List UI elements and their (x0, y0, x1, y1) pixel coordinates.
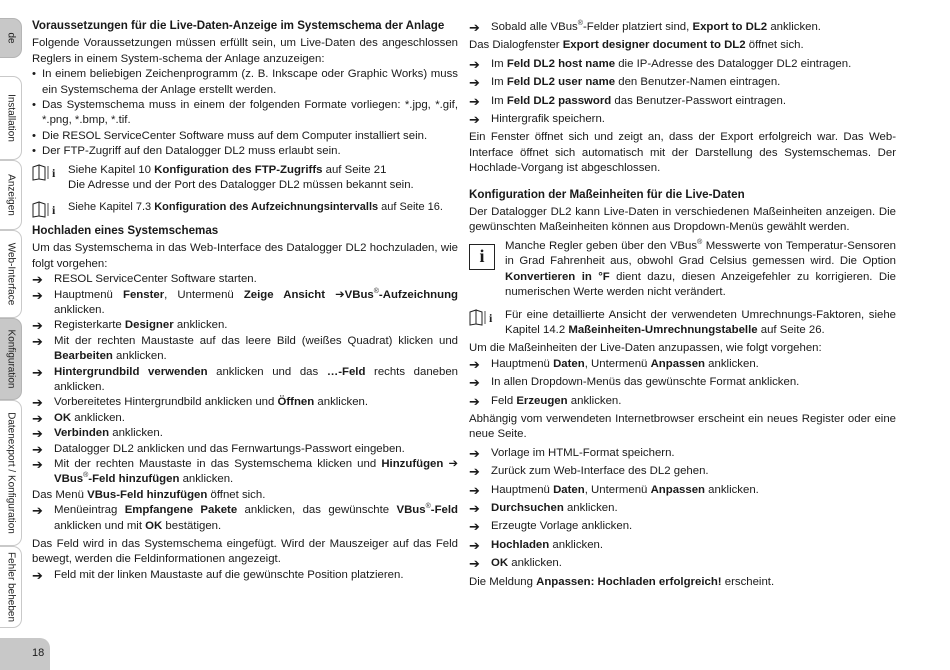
bullet-item: • In einem beliebigen Zeichenprogramm (z. B. Inkscape oder Graphic Works) muss ein Systemschema der Anlage erstellt werden. (32, 67, 458, 98)
svg-text:i: i (489, 310, 493, 325)
chapter-tabs (0, 18, 22, 628)
step-item: ➔ Verbinden anklicken. (32, 426, 163, 442)
paragraph: Das Feld wird in das Systemschema eingefügt. Wird der Mauszeiger auf das Feld bewegt, werden die Feldinformationen angezeigt. (32, 538, 458, 566)
arrow-icon: ➔ (32, 503, 43, 519)
left-column (32, 18, 458, 583)
note-interval: i Siehe Kapitel 7.3 Konfiguration des Aufzeichnungsintervalls auf Seite 16. (32, 200, 458, 215)
arrow-icon: ➔ (32, 395, 43, 411)
step-item: ➔ Registerkarte Designer anklicken. (32, 318, 228, 334)
bullet-item: • Der FTP-Zugriff auf den Datalogger DL2 muss erlaubt sein. (32, 144, 458, 159)
arrow-icon: ➔ (32, 272, 43, 288)
step-item: ➔ Im Feld DL2 user name den Benutzer-Namen eintragen. (469, 75, 781, 91)
step-item: ➔ Im Feld DL2 host name die IP-Adresse des Datalogger DL2 eintragen. (469, 56, 852, 72)
step-item: ➔ OK anklicken. (469, 556, 562, 572)
step-item: ➔ Hintergrundbild verwenden anklicken und das …-Feld rechts daneben anklicken. (32, 364, 458, 393)
arrow-icon: ➔ (32, 318, 43, 334)
paragraph: Abhängig vom verwendeten Internetbrowser erscheint ein neues Register oder eine neue Seite. (469, 412, 896, 441)
arrow-icon: ➔ (469, 75, 480, 91)
tab-fehler-beheben[interactable]: Fehler beheben (0, 546, 22, 628)
heading-upload: Hochladen eines Systemschemas (32, 223, 219, 237)
page-number: 18 (0, 638, 50, 670)
arrow-icon: ➔ (469, 375, 480, 391)
step-item: ➔ Vorlage im HTML-Format speichern. (469, 445, 675, 461)
step-item: ➔ Erzeugte Vorlage anklicken. (469, 519, 633, 535)
paragraph: Der Datalogger DL2 kann Live-Daten in verschiedenen Maßeinheiten anzeigen. Die gewünschten Maßeinheiten können aus Dropdown-Menüs gewählt werden. (469, 206, 896, 234)
arrow-icon: ➔ (32, 364, 43, 380)
step-item: ➔ In allen Dropdown-Menüs das gewünschte Format anklicken. (469, 375, 800, 391)
paragraph: Um das Systemschema in das Web-Interface des Datalogger DL2 hochzuladen, wie folgt vorgehen: (32, 242, 458, 270)
arrow-icon: ➔ (469, 482, 480, 498)
arrow-icon: ➔ (469, 519, 480, 535)
step-item: ➔ Feld mit der linken Maustaste auf die gewünschte Position platzieren. (32, 567, 404, 583)
step-item: ➔ Hauptmenü Daten, Untermenü Anpassen anklicken. (469, 356, 759, 372)
arrow-icon: ➔ (469, 56, 480, 72)
step-item: ➔ Hintergrafik speichern. (469, 112, 605, 128)
tab-konfiguration[interactable]: Konfiguration (0, 318, 22, 400)
bullet-item: • Das Systemschema muss in einem der folgenden Formate vorliegen: *.jpg, *.gif, *.png, *.bmp, *.tif. (32, 98, 458, 129)
note-conversion: i Für eine detaillierte Ansicht der verwendeten Umrechnungs-Faktoren, siehe Kapitel 14.2 Maßeinheiten-Umrechnungstabelle auf Seite 26. (469, 308, 896, 339)
arrow-icon: ➔ (32, 333, 43, 349)
info-icon: i (469, 244, 495, 270)
heading-requirements: Voraussetzungen für die Live-Daten-Anzeige im Systemschema der Anlage (32, 19, 445, 32)
step-item: ➔ Datalogger DL2 anklicken und das Fernwartungs-Passwort eingeben. (32, 441, 405, 457)
step-item: ➔ RESOL ServiceCenter Software starten. (32, 272, 257, 288)
info-book-icon (32, 201, 60, 218)
step-item: ➔ Hauptmenü Fenster, Untermenü Zeige Ansicht ➔VBus®-Aufzeichnung anklicken. (32, 287, 459, 316)
paragraph: Das Menü VBus-Feld hinzufügen öffnet sich. (32, 488, 266, 501)
paragraph: Um die Maßeinheiten der Live-Daten anzupassen, wie folgt vorgehen: (469, 342, 822, 355)
step-item: ➔ Durchsuchen anklicken. (469, 500, 618, 516)
arrow-icon: ➔ (32, 287, 43, 303)
arrow-icon: ➔ (32, 441, 43, 457)
intro-paragraph: Folgende Voraussetzungen müssen erfüllt sein, um Live-Daten des angeschlossen Reglers in einem System-schema der Anlage anzuzeigen: (32, 37, 458, 65)
paragraph: Ein Fenster öffnet sich und zeigt an, dass der Export erfolgreich war. Das Web-Interface öffnet sich automatisch mit der Darstellung des Systemschemas. Der Hochlade-Vorgang ist abgeschlossen. (469, 131, 896, 175)
paragraph: Die Meldung Anpassen: Hochladen erfolgreich! erscheint. (469, 575, 775, 588)
arrow-icon: ➔ (32, 567, 43, 583)
step-item: ➔ Hauptmenü Daten, Untermenü Anpassen anklicken. (469, 482, 759, 498)
step-item: ➔ Vorbereitetes Hintergrundbild anklicken und Öffnen anklicken. (32, 395, 369, 411)
arrow-icon: ➔ (469, 537, 480, 553)
heading-units: Konfiguration der Maßeinheiten für die Live-Daten (469, 187, 745, 201)
step-item: ➔ Zurück zum Web-Interface des DL2 gehen. (469, 464, 709, 480)
arrow-icon: ➔ (469, 93, 480, 109)
tab-web-interface[interactable]: Web-Interface (0, 230, 22, 318)
paragraph: Das Dialogfenster Export designer document to DL2 öffnet sich. (469, 39, 804, 52)
note-ftp: i Siehe Kapitel 10 Konfiguration des FTP-Zugriffs auf Seite 21 Die Adresse und der Port des Datalogger DL2 müssen bekannt sein. (32, 163, 458, 194)
arrow-icon: ➔ (469, 393, 480, 409)
step-item: ➔ Im Feld DL2 password das Benutzer-Passwort eintragen. (469, 93, 787, 109)
arrow-icon: ➔ (469, 556, 480, 572)
tab-anzeigen[interactable]: Anzeigen (0, 160, 22, 230)
arrow-icon: ➔ (469, 112, 480, 128)
arrow-icon: ➔ (469, 20, 480, 35)
step-item: ➔ Menüeintrag Empfangene Pakete anklicken, das gewünschte VBus®-Feld anklicken und mit OK bestätigen. (32, 503, 458, 532)
step-item: ➔ Sobald alle VBus®-Felder platziert sind, Export to DL2 anklicken. (469, 20, 821, 35)
right-column (469, 18, 896, 590)
arrow-icon: ➔ (469, 356, 480, 372)
step-item: ➔ Feld Erzeugen anklicken. (469, 393, 622, 409)
step-item: ➔ Mit der rechten Maustaste auf das leere Bild (weißes Quadrat) klicken und Bearbeiten anklicken. (32, 333, 458, 363)
svg-text:i: i (52, 203, 56, 218)
arrow-icon: ➔ (32, 456, 43, 472)
svg-text:i: i (52, 165, 56, 180)
arrow-icon: ➔ (32, 426, 43, 442)
info-book-icon (32, 164, 60, 181)
tab-de[interactable]: de (0, 18, 22, 58)
arrow-icon: ➔ (32, 410, 43, 426)
step-item: ➔ Hochladen anklicken. (469, 537, 604, 553)
arrow-icon: ➔ (469, 445, 480, 461)
warning-note: i Manche Regler geben über den VBus® Messwerte von Temperatur-Sensoren in Grad Fahrenheit aus, obwohl Grad Celsius gemessen wird. Die Option Konvertieren in °F dient dazu, diesen Anzeigefehler zu korrigieren. Die numerischen Werte werden nicht verändert. (469, 239, 896, 301)
arrow-icon: ➔ (469, 464, 480, 480)
tab-datenexport-konfiguration[interactable]: Datenexport / Konfiguration (0, 400, 22, 546)
step-item: ➔ OK anklicken. (32, 410, 125, 426)
step-item: ➔ Mit der rechten Maustaste in das Systemschema klicken und Hinzufügen ➔ VBus®-Feld hinzufügen anklicken. (32, 456, 458, 486)
bullet-item: • Die RESOL ServiceCenter Software muss auf dem Computer installiert sein. (32, 129, 458, 144)
info-book-icon (469, 309, 497, 326)
arrow-icon: ➔ (469, 500, 480, 516)
tab-installation[interactable]: Installation (0, 76, 22, 160)
